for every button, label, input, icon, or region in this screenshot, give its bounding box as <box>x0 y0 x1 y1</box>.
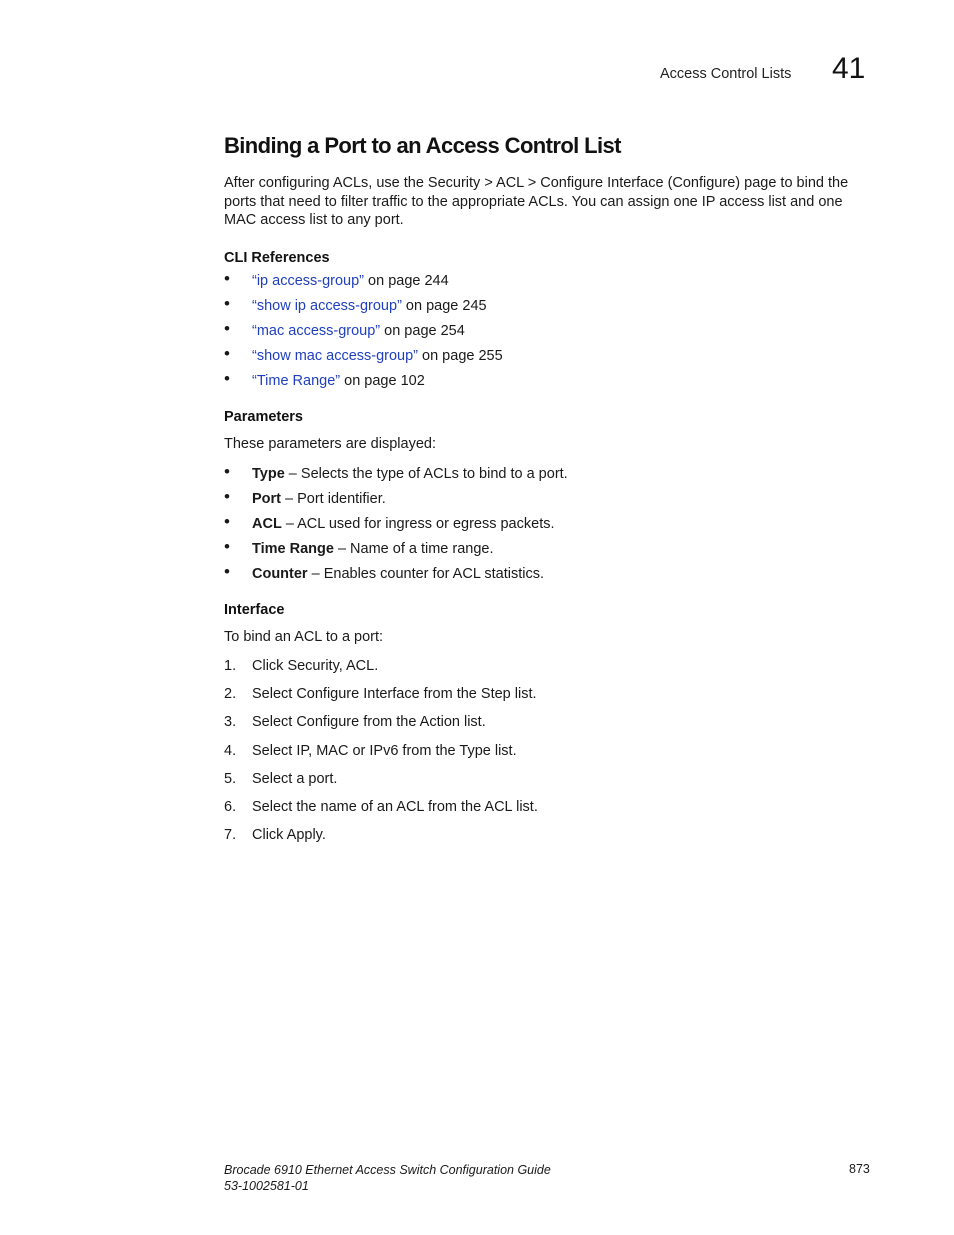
footer-doc-info <box>224 1162 551 1194</box>
step-item: 1. Click Security, ACL. <box>224 658 379 674</box>
interface-steps <box>224 657 538 854</box>
cli-reference-link[interactable]: “ip access-group” <box>252 273 365 289</box>
footer-page-number: 873 <box>849 1162 870 1176</box>
parameter-term: ACL <box>252 515 282 532</box>
parameter-term: Port <box>252 490 281 507</box>
footer-doc-title: Brocade 6910 Ethernet Access Switch Configuration Guide <box>224 1163 551 1177</box>
footer-doc-number: 53-1002581-01 <box>224 1179 309 1193</box>
cli-reference-link[interactable]: “mac access-group” <box>252 322 381 339</box>
parameter-term: Type <box>252 466 285 482</box>
step-item: 3. Select Configure from the Action list. <box>224 714 486 731</box>
chapter-number: 41 <box>832 52 866 85</box>
step-item: 5. Select a port. <box>224 770 338 787</box>
parameter-term: Counter <box>252 565 308 582</box>
list-item: • ACL – ACL used for ingress or egress packets. <box>224 511 555 532</box>
list-item: • “show ip access-group” on page 245 <box>224 293 487 314</box>
parameters-list <box>224 462 568 589</box>
cli-references-heading: CLI References <box>224 250 330 266</box>
parameter-term: Time Range <box>252 540 334 557</box>
step-item: 2. Select Configure Interface from the Step list. <box>224 686 537 703</box>
step-item: 7. Click Apply. <box>224 827 326 844</box>
cli-references-list <box>224 269 503 396</box>
step-item: 6. Select the name of an ACL from the ACL list. <box>224 798 538 815</box>
cli-reference-link[interactable]: “Time Range” <box>252 372 341 389</box>
list-item: • “show mac access-group” on page 255 <box>224 343 503 364</box>
section-heading: Binding a Port to an Access Control List <box>224 133 621 158</box>
cli-reference-link[interactable]: “show mac access-group” <box>252 347 418 364</box>
interface-heading: Interface <box>224 602 285 618</box>
list-item: • Port – Port identifier. <box>224 486 386 507</box>
list-item: • “Time Range” on page 102 <box>224 368 425 389</box>
list-item: • “ip access-group” on page 244 <box>224 269 449 289</box>
interface-lead: To bind an ACL to a port: <box>224 629 384 645</box>
list-item: • Counter – Enables counter for ACL statistics. <box>224 561 545 582</box>
parameters-heading: Parameters <box>224 409 303 425</box>
list-item: • Type – Selects the type of ACLs to bind to a port. <box>224 462 568 482</box>
intro-paragraph: After configuring ACLs, use the Security > ACL > Configure Interface (Configure) page to bind the ports that need to filter traffic to the appropriate ACLs. You can assign one IP access list and one MAC access list to any port. <box>224 175 849 229</box>
parameters-lead: These parameters are displayed: <box>224 436 436 452</box>
step-item: 4. Select IP, MAC or IPv6 from the Type list. <box>224 742 517 759</box>
list-item: • Time Range – Name of a time range. <box>224 536 494 557</box>
list-item: • “mac access-group” on page 254 <box>224 318 465 339</box>
running-header-title: Access Control Lists <box>660 66 792 82</box>
cli-reference-link[interactable]: “show ip access-group” <box>252 297 402 314</box>
